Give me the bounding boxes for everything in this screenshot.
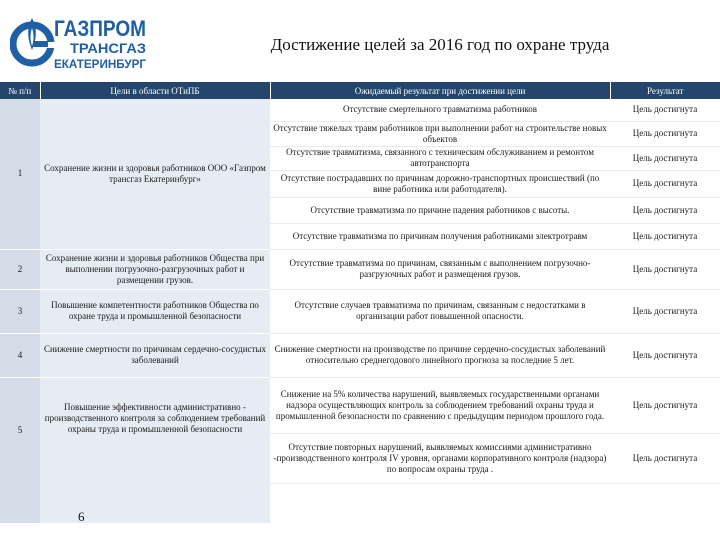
- goal-cell: Повышение эффективности административно - производственного контроля за соблюдением требований охраны труда и промышленной безопасности: [40, 377, 270, 483]
- result-cell: Цель достигнута: [610, 99, 720, 121]
- row-number: 2: [0, 249, 40, 289]
- result-cell: Цель достигнута: [610, 121, 720, 146]
- table-row: [0, 99, 720, 121]
- goal-cell: Снижение смертности по причинам сердечно-сосудистых заболеваний: [40, 333, 270, 377]
- expected-cell: Снижение на 5% количества нарушений, выявляемых государственными органами надзора осуществляющих контроль за соблюдением требований охраны труда и промышленной безопасности по сравнению с предыдущим периодом прошлого года.: [270, 377, 610, 433]
- result-cell: Цель достигнута: [610, 289, 720, 333]
- expected-cell: Отсутствие травматизма по причине падения работников с высоты.: [270, 197, 610, 223]
- gazprom-flame-icon: [13, 18, 56, 63]
- col-header-result: Результат: [610, 82, 720, 99]
- row-number: 1: [0, 99, 40, 249]
- result-cell: Цель достигнута: [610, 333, 720, 377]
- expected-cell: Отсутствие тяжелых травм работников при выполнении работ на строительстве новых объектов: [270, 121, 610, 146]
- col-header-expected: Ожидаемый результат при достижении цели: [270, 82, 610, 99]
- row-number: 4: [0, 333, 40, 377]
- page-number: 6: [78, 509, 85, 524]
- goal-cell: Сохранение жизни и здоровья работников ООО «Газпром трансгаз Екатеринбург»: [40, 99, 270, 249]
- result-cell: Цель достигнута: [610, 249, 720, 289]
- goal-cell: Сохранение жизни и здоровья работников Общества при выполнении погрузочно-разгрузочных работ и размещении грузов.: [40, 249, 270, 289]
- expected-cell: Отсутствие случаев травматизма по причинам, связанным с недостатками в организации работ повышенной опасности.: [270, 289, 610, 333]
- page-title: Достижение целей за 2016 год по охране труда: [270, 35, 610, 54]
- row-number: 5: [0, 377, 40, 483]
- table-filler-row: [0, 483, 720, 523]
- expected-cell: Снижение смертности на производстве по причине сердечно-сосудистых заболеваний относительно среднегодового линейного прогноза за последние 5 лет.: [270, 333, 610, 377]
- expected-cell: Отсутствие травматизма по причинам получения работниками электротравм: [270, 223, 610, 249]
- col-header-goals: Цели в области ОТиПБ: [40, 82, 270, 99]
- table-row: [0, 377, 720, 433]
- table-header-row: [0, 82, 720, 99]
- goals-table: [0, 82, 720, 523]
- table-row: [0, 289, 720, 333]
- goal-cell: Повышение компетентности работников Общества по охране труда и промышленной безопасности: [40, 289, 270, 333]
- slide-header: [0, 0, 720, 82]
- result-cell: Цель достигнута: [610, 146, 720, 170]
- expected-cell: Отсутствие пострадавших по причинам дорожно-транспортных происшествий (по вине работника или работодателя).: [270, 170, 610, 197]
- result-cell: Цель достигнута: [610, 223, 720, 249]
- result-cell: Цель достигнута: [610, 377, 720, 433]
- expected-cell: Отсутствие травматизма, связанного с техническим обслуживанием и ремонтом автотранспорта: [270, 146, 610, 170]
- logo-text-transgaz: ТРАНСГАЗ: [70, 40, 147, 56]
- logo-text-city: ЕКАТЕРИНБУРГ: [54, 57, 147, 71]
- expected-cell: Отсутствие травматизма по причинам, связанным с выполнением погрузочно-разгрузочных работ и размещения грузов.: [270, 249, 610, 289]
- row-number: 3: [0, 289, 40, 333]
- table-row: [0, 333, 720, 377]
- col-header-number: № п/п: [0, 82, 40, 99]
- expected-cell: Отсутствие повторных нарушений, выявляемых комиссиями административно -производственного контроля IV уровня, органами корпоративного контроля (надзора) по вопросам охраны труда .: [270, 433, 610, 483]
- expected-cell: Отсутствие смертельного травматизма работников: [270, 99, 610, 121]
- result-cell: Цель достигнута: [610, 197, 720, 223]
- table-row: [0, 249, 720, 289]
- result-cell: Цель достигнута: [610, 170, 720, 197]
- result-cell: Цель достигнута: [610, 433, 720, 483]
- gazprom-logo: [10, 6, 150, 76]
- logo-text-gazprom: ГАЗПРОМ: [54, 16, 146, 41]
